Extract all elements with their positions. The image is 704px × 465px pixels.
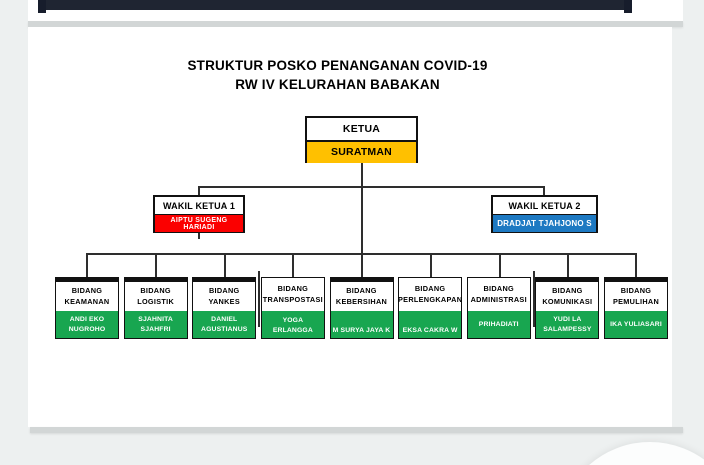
connector-dept2-drop xyxy=(155,253,157,278)
top-navy-bar xyxy=(38,0,632,10)
dept-pemulihan-name: IKA YULIASARI xyxy=(605,311,667,338)
floating-circle-button[interactable] xyxy=(557,441,704,465)
ketua-box xyxy=(305,116,418,163)
dept-label: BIDANG xyxy=(71,286,103,295)
dept-transportasi-role xyxy=(262,278,324,311)
dept-komunikasi-box xyxy=(535,277,599,339)
wakil-ketua-2-role-label: WAKIL KETUA 2 xyxy=(508,200,581,211)
dept-label: BIDANG xyxy=(620,286,652,295)
dept-transportasi-name: YOGA ERLANGGA xyxy=(262,311,324,338)
dept-kebersihan-name: M SURYA JAYA K xyxy=(331,311,393,338)
dept-label: BIDANG xyxy=(140,286,171,295)
dept-label: BIDANG xyxy=(277,284,309,293)
wakil-ketua-2-name: DRADJAT TJAHJONO S xyxy=(493,214,596,232)
connector-wakil-horizontal xyxy=(198,186,545,188)
dept-label: BIDANG xyxy=(346,286,377,295)
dept-field: KOMUNIKASI xyxy=(542,296,593,306)
dept-keamanan-box xyxy=(55,277,119,339)
dept-field: PERLENGKAPAN xyxy=(397,294,463,304)
departments-row xyxy=(55,277,668,340)
dept-field: KEAMANAN xyxy=(64,296,110,306)
dept-field: TRANSPOSTASI xyxy=(262,294,323,304)
wakil-ketua-1-role-label: WAKIL KETUA 1 xyxy=(162,200,236,211)
connector-dept9-drop xyxy=(635,253,637,278)
connector-dept7-drop xyxy=(499,253,501,278)
connector-departments-horizontal xyxy=(86,253,637,255)
dept-komunikasi-name: YUDI LA SALAMPESSY xyxy=(536,311,598,338)
dept-kebersihan-role xyxy=(331,282,393,311)
dept-keamanan-role xyxy=(56,282,118,311)
dept-logistik-name: SJAHNITA SJAHFRI xyxy=(125,311,187,338)
connector-dept6-drop xyxy=(430,253,432,278)
dept-administrasi-role xyxy=(468,278,530,311)
connector-wakil1-stub xyxy=(198,233,200,239)
dept-perlengkapan-box xyxy=(398,277,462,339)
connector-dept1-drop xyxy=(86,253,88,278)
chart-title-line2: RW IV KELURAHAN BABAKAN xyxy=(235,76,440,92)
dept-administrasi-box xyxy=(467,277,531,339)
dept-yankes-name: DANIEL AGUSTIANUS xyxy=(193,311,255,338)
dept-label: BIDANG xyxy=(552,286,583,295)
wakil-ketua-2-box xyxy=(491,195,598,233)
dept-field: ADMINISTRASI xyxy=(470,294,527,304)
dept-logistik-box xyxy=(124,277,188,339)
dept-label: BIDANG xyxy=(208,286,240,295)
chart-title-line1: STRUKTUR POSKO PENANGANAN COVID-19 xyxy=(187,58,488,73)
connector-dept4-drop xyxy=(292,253,294,278)
dept-kebersihan-box xyxy=(330,277,394,339)
dept-field: KEBERSIHAN xyxy=(335,296,388,306)
dept-keamanan-name: ANDI EKO NUGROHO xyxy=(56,311,118,338)
ketua-name: SURATMAN xyxy=(307,140,416,164)
dept-perlengkapan-role xyxy=(399,278,461,311)
dept-pemulihan-box xyxy=(604,277,668,339)
dept-field: YANKES xyxy=(208,296,241,306)
wakil-ketua-1-name: AIPTU SUGENG HARIADI xyxy=(155,214,243,232)
dept-administrasi-name: PRIHADIATI xyxy=(468,311,530,338)
dept-label: BIDANG xyxy=(414,284,446,293)
wakil-ketua-1-box xyxy=(153,195,245,233)
bottom-separator xyxy=(30,427,683,433)
dept-field: PEMULIHAN xyxy=(612,296,660,306)
connector-dept8-drop xyxy=(567,253,569,278)
dept-label: BIDANG xyxy=(483,284,515,293)
dept-pemulihan-role xyxy=(605,282,667,311)
dept-field: LOGISTIK xyxy=(137,296,175,306)
dept-komunikasi-role xyxy=(536,282,598,311)
dept-yankes-box xyxy=(192,277,256,339)
dept-perlengkapan-name: EKSA CAKRA W xyxy=(399,311,461,338)
chart-title xyxy=(155,57,520,94)
dept-yankes-role xyxy=(193,282,255,311)
dept-logistik-role xyxy=(125,282,187,311)
dept-transportasi-box xyxy=(261,277,325,339)
connector-ketua-vertical xyxy=(361,163,363,278)
ketua-role-label: KETUA xyxy=(342,122,381,135)
connector-dept3-drop xyxy=(224,253,226,278)
